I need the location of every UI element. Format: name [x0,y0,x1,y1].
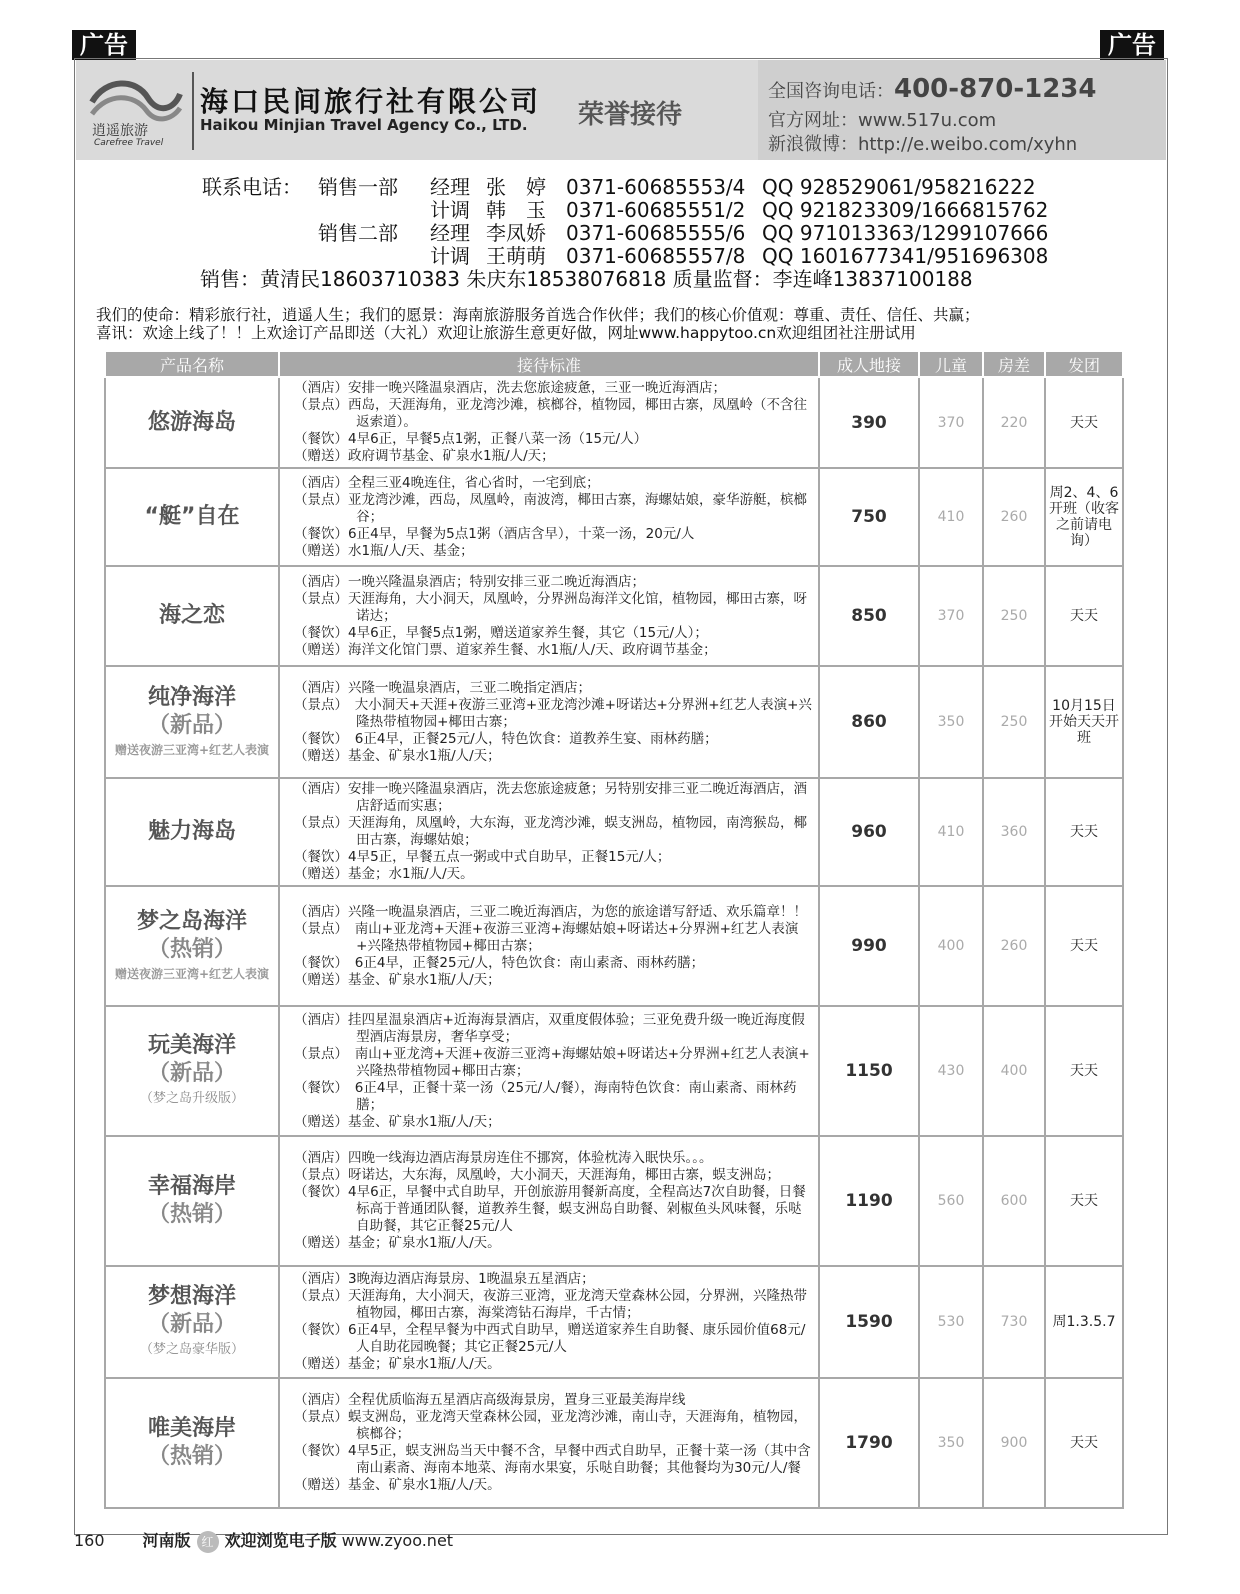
child-price: 560 [919,1136,983,1266]
itinerary-line: （赠送）政府调节基金、矿泉水1瓶/人/天； [294,448,555,464]
departure-schedule: 天天 [1045,778,1123,886]
col-header: 产品名称 [105,351,279,377]
red-badge-icon: 红 [197,1531,219,1553]
itinerary-line: （酒店）挂四星温泉酒店+近海海景酒店，双重度假体验；三亚免费升级一晚近海度假型酒店海景房，奢华享受； [294,1011,805,1045]
product-tag: （新品） [147,713,236,738]
adult-price: 1590 [819,1266,919,1378]
product-name: 悠游海岛 [147,409,236,435]
product-name: 海之恋 [158,603,225,628]
product-tag: （热销） [147,1444,236,1469]
contact-label: 联系电话： [202,175,302,199]
adult-price: 750 [819,468,919,566]
product-tag: （热销） [147,937,236,962]
contact-role: 计调 [430,244,470,268]
table-row [105,1136,1123,1266]
itinerary-line: （赠送）基金、矿泉水1瓶/人/天； [294,747,501,764]
product-subtitle: （梦之岛豪华版） [139,1342,244,1357]
contact-role: 经理 [430,175,470,199]
itinerary-line: （酒店）全程优质临海五星酒店高级海景房，置身三亚最美海岸线 [294,1392,686,1408]
dept-name: 销售二部 [318,221,398,245]
product-name-cell [105,886,279,1006]
product-name: 唯美海岸 [147,1416,236,1441]
child-price: 350 [919,1378,983,1508]
child-price: 410 [919,468,983,566]
departure-schedule: 天天 [1045,1006,1123,1136]
itinerary-line: （餐饮）4早6正，早餐5点1粥，赠送道家养生餐，其它（15元/人）； [294,624,708,641]
contact-name: 韩 玉 [486,198,546,222]
reception-standard-cell [279,1378,819,1508]
header-divider [192,72,194,150]
product-gift: 赠送夜游三亚湾+红艺人表演 [114,743,270,757]
product-name: 梦想海洋 [147,1284,236,1309]
contact-qq: QQ 928529061/958216222 [762,175,1036,199]
reception-standard-cell [279,1136,819,1266]
itinerary-line: （餐饮） 6正4早，正餐25元/人，特色饮食：南山素斋、雨林药膳； [294,954,705,971]
page-footer [74,1528,453,1553]
col-header: 接待标准 [279,351,819,377]
contact-name: 王萌萌 [486,244,546,268]
contact-row [202,176,1048,199]
single-supplement: 260 [983,886,1045,1006]
itinerary-line: （餐饮）4早6正，早餐5点1粥，正餐八菜一汤（15元/人） [294,431,648,447]
itinerary-line: （餐饮）6正4早，早餐为5点1粥（酒店含早），十菜一汤，20元/人 [294,525,695,542]
logo-subtitle: Carefree Travel [94,138,164,148]
table-row [105,1006,1123,1136]
itinerary-line: （酒店）安排一晚兴隆温泉酒店，洗去您旅途疲惫；另特别安排三亚二晚近海酒店，酒店舒适而实惠； [294,781,807,814]
contact-list [202,176,1048,291]
col-header: 房差 [983,351,1045,377]
product-name-cell [105,1266,279,1378]
departure-schedule: 天天 [1045,566,1123,666]
adult-price: 390 [819,377,919,468]
single-supplement: 900 [983,1378,1045,1508]
product-subtitle: （梦之岛升级版） [139,1091,244,1106]
adult-price: 960 [819,778,919,886]
company-name-en: Haikou Minjian Travel Agency Co., LTD. [200,116,528,134]
company-name: 海口民间旅行社有限公司 [200,85,542,118]
contact-qq: QQ 921823309/1666815762 [762,198,1049,222]
table-row [105,377,1123,468]
table-row [105,468,1123,566]
itinerary-line: （景点） 南山+亚龙湾+天涯+夜游三亚湾+海螺姑娘+呀诺达+分界洲+红艺人表演+ 兴隆热带植物园+椰田古寨； [294,1045,810,1079]
product-name-cell [105,778,279,886]
ad-label-right: 广告 [1100,30,1164,60]
itinerary-line: （餐饮）4早5正，早餐五点一粥或中式自助早，正餐15元/人； [294,849,671,865]
single-supplement: 220 [983,377,1045,468]
adult-price: 850 [819,566,919,666]
table-row [105,886,1123,1006]
hotline [768,74,1097,104]
reception-standard-cell [279,1006,819,1136]
contact-row [202,199,1048,222]
product-tag: （新品） [147,1061,236,1086]
itinerary-line: （赠送）水1瓶/人/天、基金； [294,542,474,559]
col-header: 成人地接 [819,351,919,377]
hotline-number: 400-870-1234 [894,74,1097,104]
product-tag: （新品） [147,1312,236,1337]
contact-box [758,60,1166,160]
itinerary-line: （赠送）基金、矿泉水1瓶/人/天； [294,971,501,988]
contact-qq: QQ 1601677341/951696308 [762,244,1049,268]
mission-statement [96,306,1156,342]
website-link[interactable]: 官方网址：www.517u.com [768,110,997,131]
itinerary-line: （酒店）兴隆一晚温泉酒店，三亚二晚指定酒店； [294,679,591,696]
logo-text: 逍遥旅游 [92,123,148,139]
announcement-line: 喜讯：欢途上线了！！上欢途订产品即送（大礼）欢迎让旅游生意更好做，网址www.happytoo.cn欢迎组团社注册试用 [96,324,916,342]
contact-role: 计调 [430,198,470,222]
contact-qq: QQ 971013363/1299107666 [762,221,1049,245]
adult-price: 1190 [819,1136,919,1266]
itinerary-line: （赠送）基金、矿泉水1瓶/人/天。 [294,1477,501,1493]
itinerary-line: （餐饮） 6正4早，正餐25元/人，特色饮食：道教养生宴、雨林药膳； [294,730,718,747]
itinerary-line: （餐饮）4早6正，早餐中式自助早，开创旅游用餐新高度，全程高达7次自助餐，日餐标高于普通团队餐，道教养生餐，蜈支洲岛自助餐、剁椒鱼头风味餐，乐哒自助餐，其它正餐25元/人 [294,1184,806,1234]
reception-standard-cell [279,778,819,886]
departure-schedule: 天天 [1045,377,1123,468]
itinerary-line: （景点）呀诺达，大东海，凤凰岭，大小洞天，天涯海角，椰田古寨，蜈支洲岛； [294,1167,780,1183]
departure-schedule: 周1.3.5.7 [1045,1266,1123,1378]
table-row [105,1266,1123,1378]
table-row [105,566,1123,666]
sales-line: 销售：黄清民18603710383 朱庆东18538076818 质量监督：李连峰13837100188 [200,267,973,291]
adult-price: 1790 [819,1378,919,1508]
product-name-cell [105,1378,279,1508]
single-supplement: 250 [983,566,1045,666]
single-supplement: 600 [983,1136,1045,1266]
product-name-cell [105,468,279,566]
itinerary-line: （赠送）基金；矿泉水1瓶/人/天。 [294,1356,501,1372]
itinerary-line: （景点）天涯海角，大小洞天，夜游三亚湾，亚龙湾天堂森林公园，分界洲，兴隆热带植物园，椰田古寨，海棠湾钻石海岸，千古情； [294,1288,807,1321]
product-name-cell [105,666,279,778]
itinerary-line: （赠送）基金、矿泉水1瓶/人/天； [294,1113,501,1130]
departure-schedule: 周2、4、6开班（收客之前请电询） [1045,468,1123,566]
itinerary-line: （酒店）一晚兴隆温泉酒店；特别安排三亚二晚近海酒店； [294,573,645,590]
reception-standard-cell [279,468,819,566]
honor-text: 荣誉接待 [578,100,683,130]
itinerary-line: （餐饮）6正4早，全程早餐为中西式自助早，赠送道家养生自助餐、康乐园价值68元/人自助花园晚餐；其它正餐25元/人 [294,1322,806,1355]
ad-label-left: 广告 [72,30,136,60]
itinerary-line: （景点）亚龙湾沙滩，西岛，凤凰岭，南波湾，椰田古寨，海螺姑娘，豪华游艇，槟榔谷； [294,491,807,525]
contact-phone: 0371-60685551/2 [566,198,746,222]
child-price: 370 [919,566,983,666]
contact-name: 李凤娇 [486,221,546,245]
itinerary-line: （酒店）四晚一线海边酒店海景房连住不挪窝，体验枕涛入眠快乐。。。 [294,1150,713,1166]
itinerary-line: （餐饮）4早5正，蜈支洲岛当天中餐不含，早餐中西式自助早，正餐十菜一汤（其中含南山素斋、海南本地菜、海南水果宴，乐哒自助餐；其他餐均为30元/人/餐 [294,1443,811,1476]
departure-schedule: 10月15日开始天天开班 [1045,666,1123,778]
departure-schedule: 天天 [1045,886,1123,1006]
adult-price: 1150 [819,1006,919,1136]
itinerary-line: （景点）天涯海角，凤凰岭，大东海，亚龙湾沙滩，蜈支洲岛，植物园，南湾猴岛，椰田古寨，海螺姑娘； [294,815,807,848]
product-name: 魅力海岛 [147,819,236,844]
table-header-row [105,351,1123,377]
single-supplement: 730 [983,1266,1045,1378]
col-header: 发团 [1045,351,1123,377]
single-supplement: 250 [983,666,1045,778]
product-name-cell [105,1006,279,1136]
product-name-cell [105,1136,279,1266]
itinerary-line: （赠送）基金；矿泉水1瓶/人/天。 [294,1235,501,1251]
single-supplement: 260 [983,468,1045,566]
itinerary-line: （赠送）基金；水1瓶/人/天。 [294,866,474,882]
contact-row [202,222,1048,245]
product-table [104,350,1124,1509]
contact-name: 张 婷 [486,175,546,199]
itinerary-line: （酒店）安排一晚兴隆温泉酒店，洗去您旅途疲惫，三亚一晚近海酒店； [294,380,726,396]
col-header: 儿童 [919,351,983,377]
contact-row [202,245,1048,268]
page-number: 160 [74,1531,105,1550]
child-price: 430 [919,1006,983,1136]
single-supplement: 360 [983,778,1045,886]
table-row [105,1378,1123,1508]
itinerary-line: （赠送）海洋文化馆门票、道家养生餐、水1瓶/人/天、政府调节基金； [294,641,717,658]
reception-standard-cell [279,886,819,1006]
itinerary-line: （景点）天涯海角，大小洞天，凤凰岭，分界洲岛海洋文化馆，植物园，椰田古寨，呀诺达； [294,590,807,624]
table-row [105,778,1123,886]
product-gift: 赠送夜游三亚湾+红艺人表演 [114,967,270,981]
contact-phone: 0371-60685557/8 [566,244,746,268]
product-tag: （热销） [147,1202,236,1227]
itinerary-line: （景点）西岛，天涯海角，亚龙湾沙滩，槟榔谷，植物园，椰田古寨，凤凰岭（不含往返索道）。 [294,397,807,430]
contact-phone: 0371-60685555/6 [566,221,746,245]
itinerary-line: （酒店）3晚海边酒店海景房、1晚温泉五星酒店； [294,1271,595,1287]
reception-standard-cell [279,566,819,666]
product-name: 幸福海岸 [147,1174,236,1199]
itinerary-line: （酒店）全程三亚4晚连住，省心省时，一宅到底； [294,474,600,491]
agency-header [76,60,1166,160]
reception-standard-cell [279,377,819,468]
departure-schedule: 天天 [1045,1136,1123,1266]
single-supplement: 400 [983,1006,1045,1136]
contact-phone: 0371-60685553/4 [566,175,746,199]
adult-price: 860 [819,666,919,778]
child-price: 350 [919,666,983,778]
weibo-link[interactable]: 新浪微博：http://e.weibo.com/xyhn [768,134,1078,155]
hotline-label: 全国咨询电话： [768,81,894,102]
child-price: 410 [919,778,983,886]
itinerary-line: （景点）蜈支洲岛，亚龙湾天堂森林公园，亚龙湾沙滩，南山寺，天涯海角，植物园，槟榔谷； [294,1409,807,1442]
mission-line: 我们的使命：精彩旅行社，逍遥人生；我们的愿景：海南旅游服务首选合作伙伴；我们的核心价值观：尊重、责任、信任、共赢； [96,306,980,324]
product-name-cell [105,377,279,468]
child-price: 370 [919,377,983,468]
product-name: 纯净海洋 [147,685,236,710]
departure-schedule: 天天 [1045,1378,1123,1508]
product-name: 玩美海洋 [147,1033,236,1058]
reception-standard-cell [279,666,819,778]
table-row [105,666,1123,778]
dept-name: 销售一部 [318,175,398,199]
product-name: 梦之岛海洋 [136,909,247,934]
child-price: 400 [919,886,983,1006]
footer-url[interactable]: www.zyoo.net [341,1531,454,1550]
itinerary-line: （景点） 南山+亚龙湾+天涯+夜游三亚湾+海螺姑娘+呀诺达+分界洲+红艺人表演+兴隆热带植物园+椰田古寨； [294,920,799,954]
contact-role: 经理 [430,221,470,245]
itinerary-line: （景点） 大小洞天+天涯+夜游三亚湾+亚龙湾沙滩+呀诺达+分界洲+红艺人表演+兴隆热带植物园+椰田古寨； [294,696,812,730]
product-name: “艇”自在 [144,504,240,529]
itinerary-line: （餐饮） 6正4早，正餐十菜一汤（25元/人/餐），海南特色饮食：南山素斋、雨林药膳； [294,1079,797,1113]
product-name-cell [105,566,279,666]
adult-price: 990 [819,886,919,1006]
child-price: 530 [919,1266,983,1378]
reception-standard-cell [279,1266,819,1378]
browse-label: 欢迎浏览电子版 [224,1531,337,1550]
itinerary-line: （酒店）兴隆一晚温泉酒店，三亚二晚近海酒店，为您的旅途谱写舒适、欢乐篇章！！ [294,903,807,920]
edition-label: 河南版 [142,1531,191,1550]
